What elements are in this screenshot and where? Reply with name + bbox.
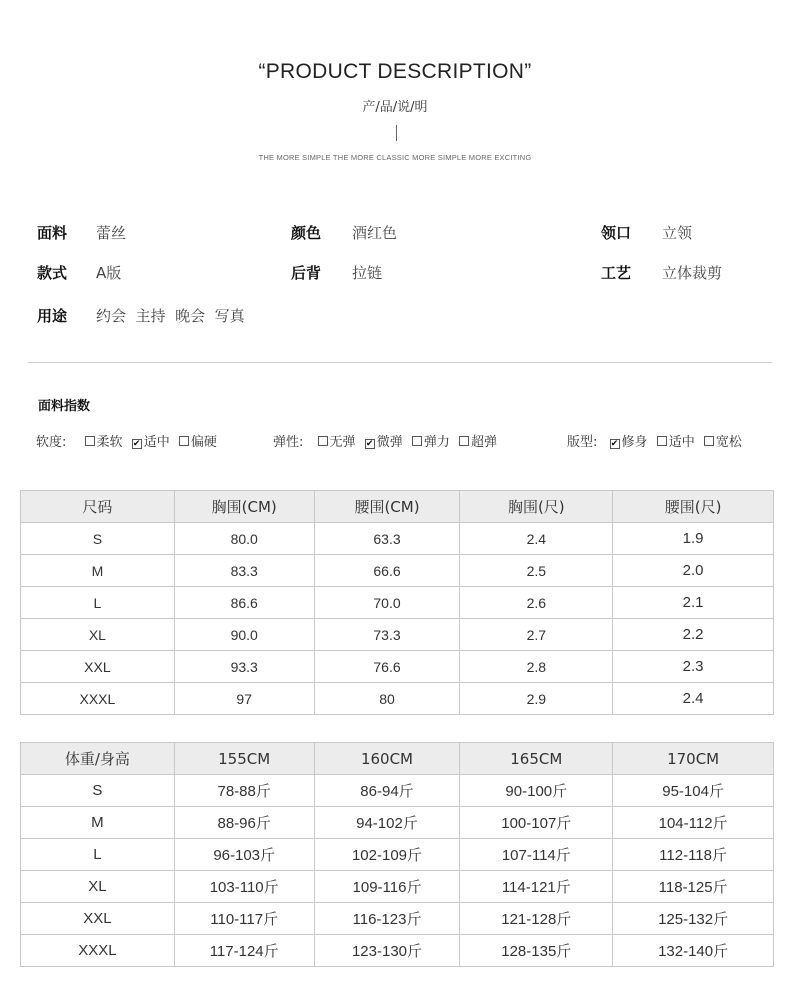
table-cell: 2.3 (613, 651, 774, 683)
elasticity-index (273, 431, 502, 450)
header-cell: 170CM (613, 743, 774, 775)
header-cell: 155CM (174, 743, 314, 775)
checkbox-icon (412, 436, 422, 446)
table-row (21, 807, 774, 839)
attr-value: 拉链 (352, 264, 383, 282)
table-cell: XXL (21, 651, 175, 683)
table-cell: 121-128斤 (460, 903, 613, 935)
table-cell: 103-110斤 (174, 871, 314, 903)
attr-back (291, 262, 382, 283)
table-cell: 125-132斤 (613, 903, 774, 935)
header-cell: 腰围(CM) (314, 491, 460, 523)
table-cell: 90.0 (174, 619, 314, 651)
attr-value: 约会 主持 晚会 写真 (96, 307, 245, 325)
softness-option: 偏硬 (179, 431, 217, 450)
table-cell: 2.1 (613, 587, 774, 619)
tagline: THE MORE SIMPLE THE MORE CLASSIC MORE SIMPLE MORE EXCITING (258, 153, 532, 162)
table-cell: 107-114斤 (460, 839, 613, 871)
attr-label: 领口 (601, 224, 632, 242)
table-cell: 117-124斤 (174, 935, 314, 967)
table-cell: 100-107斤 (460, 807, 613, 839)
table-row (21, 839, 774, 871)
table-cell: XXXL (21, 935, 175, 967)
table-cell: L (21, 587, 175, 619)
table-cell: 94-102斤 (314, 807, 460, 839)
title-divider (396, 125, 397, 141)
header-cell: 160CM (314, 743, 460, 775)
attr-label: 后背 (291, 264, 322, 282)
attr-usage (37, 305, 245, 326)
fit-option: ✔ 修身 (610, 435, 648, 450)
table-cell: 123-130斤 (314, 935, 460, 967)
table-row (21, 903, 774, 935)
table-cell: 2.7 (460, 619, 613, 651)
header-cell: 165CM (460, 743, 613, 775)
attr-value: 酒红色 (352, 224, 398, 242)
table-cell: S (21, 523, 175, 555)
table-row (21, 619, 774, 651)
table-header-row (21, 491, 774, 523)
attr-value: 蕾丝 (96, 224, 127, 242)
table-cell: 109-116斤 (314, 871, 460, 903)
table-cell: 102-109斤 (314, 839, 460, 871)
table-cell: 110-117斤 (174, 903, 314, 935)
checkbox-icon (85, 436, 95, 446)
table-cell: 83.3 (174, 555, 314, 587)
table-cell: 116-123斤 (314, 903, 460, 935)
fit-index (567, 431, 747, 450)
attr-label: 面料 (37, 224, 68, 242)
index-label: 软度: (36, 435, 67, 450)
attr-label: 用途 (37, 307, 68, 325)
softness-option: ✔ 适中 (132, 435, 170, 450)
table-cell: 2.6 (460, 587, 613, 619)
table-cell: 104-112斤 (613, 807, 774, 839)
attr-value: 立体裁剪 (662, 264, 723, 282)
table-cell: 76.6 (314, 651, 460, 683)
table-cell: 80 (314, 683, 460, 715)
attr-collar (601, 222, 692, 243)
table-cell: 70.0 (314, 587, 460, 619)
page-title: “PRODUCT DESCRIPTION” (258, 60, 532, 83)
table-cell: M (21, 555, 175, 587)
table-cell: 90-100斤 (460, 775, 613, 807)
table-cell: 2.5 (460, 555, 613, 587)
weight-height-table (20, 742, 774, 967)
table-row (21, 871, 774, 903)
size-table (20, 490, 774, 715)
header-cell: 胸围(CM) (174, 491, 314, 523)
table-cell: 132-140斤 (613, 935, 774, 967)
fit-option: 宽松 (704, 431, 742, 450)
table-cell: 93.3 (174, 651, 314, 683)
table-cell: M (21, 807, 175, 839)
table-cell: 114-121斤 (460, 871, 613, 903)
table-cell: 78-88斤 (174, 775, 314, 807)
checkbox-icon (704, 436, 714, 446)
table-cell: L (21, 839, 175, 871)
table-header-row (21, 743, 774, 775)
checkbox-icon (179, 436, 189, 446)
table-cell: 96-103斤 (174, 839, 314, 871)
table-row (21, 775, 774, 807)
attr-label: 工艺 (601, 264, 632, 282)
softness-option: 柔软 (85, 431, 123, 450)
attr-value: 立领 (662, 224, 693, 242)
checkbox-checked-icon: ✔ (365, 439, 374, 449)
table-cell: 2.8 (460, 651, 613, 683)
header-cell: 体重/身高 (21, 743, 175, 775)
fit-option: 适中 (657, 431, 695, 450)
table-cell: 86-94斤 (314, 775, 460, 807)
attr-fabric (37, 222, 126, 243)
table-cell: 2.4 (460, 523, 613, 555)
table-row (21, 523, 774, 555)
checkbox-checked-icon: ✔ (132, 439, 141, 449)
table-cell: 118-125斤 (613, 871, 774, 903)
table-row (21, 935, 774, 967)
softness-index (36, 431, 222, 450)
index-label: 弹性: (273, 435, 304, 450)
header-cell: 尺码 (21, 491, 175, 523)
table-cell: 1.9 (613, 523, 774, 555)
checkbox-icon (318, 436, 328, 446)
elasticity-option: 弹力 (412, 431, 450, 450)
table-cell: 80.0 (174, 523, 314, 555)
table-cell: 112-118斤 (613, 839, 774, 871)
table-cell: 66.6 (314, 555, 460, 587)
elasticity-option: ✔ 微弹 (365, 435, 403, 450)
table-cell: 2.4 (613, 683, 774, 715)
section-divider (28, 362, 772, 363)
table-cell: 2.0 (613, 555, 774, 587)
table-cell: 86.6 (174, 587, 314, 619)
checkbox-icon (459, 436, 469, 446)
index-label: 版型: (567, 435, 598, 450)
table-cell: 73.3 (314, 619, 460, 651)
header-cell: 腰围(尺) (613, 491, 774, 523)
attr-craft (601, 262, 722, 283)
table-cell: XXL (21, 903, 175, 935)
table-row (21, 555, 774, 587)
table-row (21, 683, 774, 715)
elasticity-option: 超弹 (459, 431, 497, 450)
table-cell: XXXL (21, 683, 175, 715)
header-cell: 胸围(尺) (460, 491, 613, 523)
page-subtitle: 产/品/说/明 (362, 100, 428, 115)
table-cell: 88-96斤 (174, 807, 314, 839)
attr-style (37, 262, 121, 283)
attr-label: 款式 (37, 264, 68, 282)
table-cell: 97 (174, 683, 314, 715)
table-cell: 2.2 (613, 619, 774, 651)
table-row (21, 651, 774, 683)
checkbox-checked-icon: ✔ (610, 439, 619, 449)
checkbox-icon (657, 436, 667, 446)
table-cell: S (21, 775, 175, 807)
fabric-index-title: 面料指数 (38, 399, 91, 414)
table-cell: XL (21, 871, 175, 903)
table-cell: 128-135斤 (460, 935, 613, 967)
attr-label: 颜色 (291, 224, 322, 242)
table-cell: 2.9 (460, 683, 613, 715)
elasticity-option: 无弹 (318, 431, 356, 450)
table-cell: 95-104斤 (613, 775, 774, 807)
attr-color (291, 222, 397, 243)
table-cell: 63.3 (314, 523, 460, 555)
attr-value: A版 (96, 264, 122, 282)
table-cell: XL (21, 619, 175, 651)
table-row (21, 587, 774, 619)
